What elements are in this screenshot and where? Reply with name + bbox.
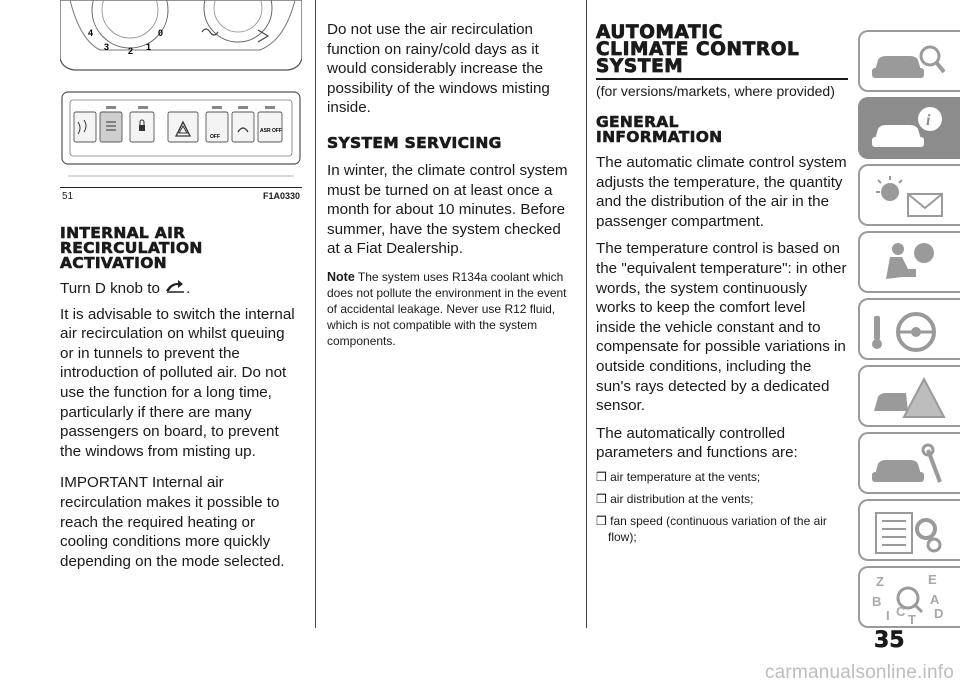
dial-number: 1 [146, 42, 152, 52]
title-rule [596, 78, 848, 80]
car-warning-triangle-icon [868, 373, 948, 423]
index-letter: E [928, 574, 937, 587]
list-item-text: fan speed (continuous variation of the air flow); [608, 513, 827, 544]
paragraph: The temperature control is based on the "equivalent temperature": in other words, the system continuously works to keep the comfort level inside the vehicle constant and to compensate for possible variations in outside conditions, including the sun's rays detected by a dedicated sensor. [596, 240, 847, 415]
section-heading [596, 115, 848, 145]
list-item [596, 491, 848, 507]
tab-warning-lights[interactable] [858, 164, 960, 226]
right-column [596, 24, 848, 551]
list-item [596, 513, 848, 545]
section-heading [60, 226, 300, 271]
dial-number: 0 [158, 28, 164, 38]
button-label: ASR OFF [260, 128, 282, 134]
paragraph: The automatically controlled parameters and functions are: [596, 424, 798, 462]
index-letter: T [908, 612, 916, 624]
seat-airbag-icon [868, 239, 948, 289]
instruction-text: Turn D knob to [60, 280, 160, 297]
note-text: The system uses R134a coolant which does not pollute the environment in the event of accidental leakage. Never use R12 fluid, which is not compatible with the system components. [327, 269, 567, 348]
tab-technical-specifications[interactable] [858, 499, 960, 561]
paragraph: Do not use the air recirculation function on rainy/cold days as it would considerably increase the possibility of the windows misting inside. [327, 21, 550, 117]
car-magnifier-icon [868, 38, 948, 88]
tab-emergency[interactable] [858, 365, 960, 427]
svg-text:i: i [926, 112, 931, 129]
heading-line: INFORMATION [596, 128, 723, 146]
figure-number: 51 [62, 191, 74, 202]
index-letter: Z [876, 574, 884, 589]
column-divider [586, 0, 587, 628]
instruction-end: . [186, 280, 191, 297]
tab-starting-driving[interactable] [858, 298, 960, 360]
availability-note: (for versions/markets, where provided) [596, 83, 835, 99]
bullet-box-icon: ❒ [596, 491, 607, 506]
list-item-text: air distribution at the vents; [610, 491, 754, 506]
climate-panel-illustration [60, 0, 302, 186]
paragraph: In winter, the climate control system must be turned on at least once a month for about 10 minutes. Before summer, have the system checked at a Fiat Dealership. [327, 161, 568, 258]
note-label: Note [327, 269, 355, 284]
section-heading: SYSTEM SERVICING [327, 133, 502, 152]
tab-car-search[interactable] [858, 30, 960, 92]
index-letter: B [872, 594, 882, 609]
warning-light-envelope-icon [868, 172, 948, 222]
middle-column [327, 20, 575, 349]
chapter-title [596, 24, 846, 75]
figure-code: F1A0330 [262, 191, 300, 201]
steering-wheel-key-icon [868, 306, 948, 356]
heading-line: GENERAL [596, 113, 679, 131]
dial-number: 2 [128, 46, 134, 56]
parameter-list [596, 469, 848, 545]
index-letter: C [896, 604, 906, 619]
list-item-text: air temperature at the vents; [610, 469, 761, 484]
important-paragraph: IMPORTANT Internal air recirculation makes it possible to reach the required heating or cooling conditions more quickly depending on the mode selected. [60, 474, 285, 570]
title-line: AUTOMATIC [596, 22, 723, 43]
index-letter: A [930, 592, 940, 607]
index-letter: I [886, 608, 890, 623]
paragraph: It is advisable to switch the internal air recirculation on whilst queuing or in tunnels to prevent the introduction of polluted air. Do not use the function for a long time, particularly if there are many passengers on board, to prevent the windows from misting up. [60, 305, 295, 460]
turn-knob-instruction [60, 279, 300, 299]
alphabet-index-icon [868, 574, 948, 624]
page-number: 35 [874, 628, 905, 653]
heading-line: RECIRCULATION [60, 239, 203, 257]
heading-line: ACTIVATION [60, 254, 167, 272]
tab-servicing[interactable] [858, 432, 960, 494]
dial-number: 3 [104, 42, 110, 52]
title-line: CLIMATE CONTROL [596, 39, 800, 60]
recirculation-icon [164, 280, 186, 294]
bullet-box-icon: ❒ [596, 513, 607, 528]
button-label: OFF [210, 134, 220, 140]
car-wrench-icon [868, 440, 948, 490]
spec-list-gear-icon [868, 507, 948, 557]
tab-safety[interactable] [858, 231, 960, 293]
car-info-icon [868, 105, 948, 155]
list-item [596, 469, 848, 485]
index-letter: D [934, 606, 944, 621]
figure-caption [60, 187, 302, 205]
tab-index[interactable] [858, 566, 960, 628]
tab-car-info[interactable] [858, 97, 960, 159]
dial-number: 4 [88, 28, 94, 38]
left-column [60, 226, 300, 571]
bullet-box-icon: ❒ [596, 469, 607, 484]
column-divider [315, 0, 316, 628]
watermark: carmanualsonline.info [764, 662, 954, 683]
note [327, 269, 575, 349]
paragraph: The automatic climate control system adjusts the temperature, the quantity and the distribution of the air in the passenger compartment. [596, 154, 847, 230]
title-line: SYSTEM [596, 56, 684, 77]
heading-line: INTERNAL AIR [60, 224, 186, 242]
dashboard-controls-figure [60, 0, 302, 186]
